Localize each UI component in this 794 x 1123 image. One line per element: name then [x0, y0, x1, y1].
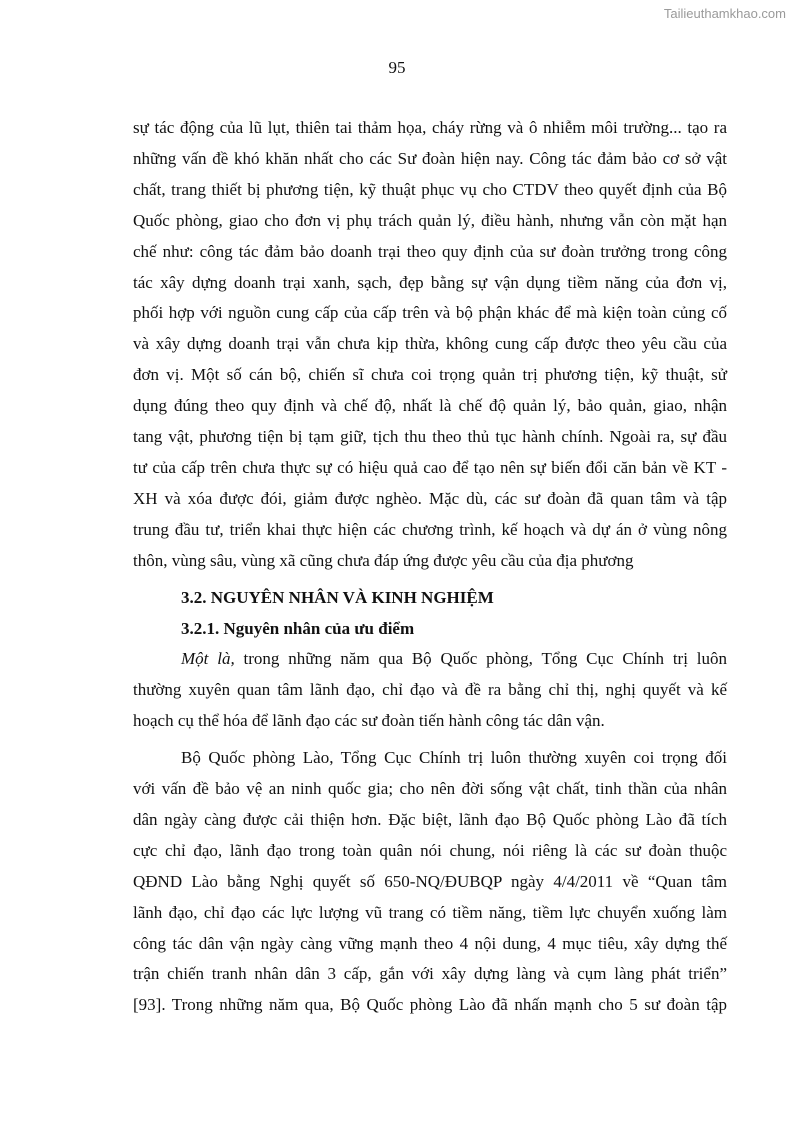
text-line: XH và xóa được đói, giảm được nghèo. Mặc dù, các sư đoàn đã quan tâm và tập: [133, 488, 727, 508]
text-line: với vấn đề bảo vệ an ninh quốc gia; cho nên đời sống vật chất, tinh thần của nhân: [133, 779, 727, 799]
text-line: tang vật, phương tiện bị tạm giữ, tịch thu theo thủ tục hành chính. Ngoài ra, sự đầu: [133, 427, 727, 447]
text-line: QĐND Lào bằng Nghị quyết số 650-NQ/ĐUBQP ngày 4/4/2011 về “Quan tâm: [133, 871, 727, 891]
paragraph-3: [133, 743, 727, 1021]
text-line: cực chỉ đạo, lãnh đạo trong toàn quân nói chung, nói riêng là các sư đoàn thuộc: [133, 840, 727, 860]
text-line: tác xây dựng doanh trại xanh, sạch, đẹp bằng sự vận dụng tiềm năng của đơn vị,: [133, 272, 727, 292]
page-number: 95: [388, 58, 406, 77]
text-line: thường xuyên quan tâm lãnh đạo, chỉ đạo và đề ra bằng chỉ thị, nghị quyết và kế: [133, 680, 727, 700]
text-line: trận chiến tranh nhân dân 3 cấp, gắn với xây dựng làng và cụm làng phát triển”: [133, 964, 727, 984]
text-line: đơn vị. Một số cán bộ, chiến sĩ chưa coi trọng quản trị phương tiện, kỹ thuật, sử: [133, 365, 727, 385]
paragraph-1: [133, 113, 727, 577]
text-line: tư của cấp trên chưa thực sự có hiệu quả cao để tạo nên sự biến đổi căn bản về KT -: [133, 457, 727, 477]
subsection-heading: 3.2.1. Nguyên nhân của ưu điểm: [181, 618, 415, 638]
text-line: trung đầu tư, triển khai thực hiện các chương trình, kế hoạch và dự án ở vùng nông: [133, 519, 727, 539]
text-line: thôn, vùng sâu, vùng xã cũng chưa đáp ứng được yêu cầu của địa phương: [133, 550, 634, 570]
watermark: Tailieuthamkhao.com: [663, 6, 786, 21]
italic-lead: Một là,: [181, 649, 235, 669]
text-line: dân ngày càng được cải thiện hơn. Đặc biệt, lãnh đạo Bộ Quốc phòng Lào đã tích: [133, 809, 727, 829]
text-line: Quốc phòng, giao cho đơn vị phụ trách quản lý, điều hành, nhưng vẫn còn mặt hạn: [133, 210, 727, 230]
text-line: dụng đúng theo quy định và chế độ, nhất là chế độ quản lý, bảo quản, giao, nhận: [133, 396, 727, 416]
text-line: chất, trang thiết bị phương tiện, kỹ thuật phục vụ cho CTDV theo quyết định của Bộ: [133, 179, 727, 199]
document-body: [133, 113, 727, 1021]
text-line: những vấn đề khó khăn nhất cho các Sư đoàn hiện nay. Công tác đảm bảo cơ sở vật: [133, 148, 727, 168]
text-line: hoạch cụ thể hóa để lãnh đạo các sư đoàn tiến hành công tác dân vận.: [133, 711, 605, 731]
text-line: công tác dân vận ngày càng vững mạnh theo 4 nội dung, 4 mục tiêu, xây dựng thế: [133, 933, 727, 953]
text-line: và xây dựng doanh trại vẫn chưa kịp thừa, không cung cấp được theo yêu cầu của: [133, 334, 727, 354]
text-line: lãnh đạo, chỉ đạo các lực lượng vũ trang có tiềm năng, tiềm lực chuyển xuống làm: [133, 902, 727, 922]
text-run: trong những năm qua Bộ Quốc phòng, Tổng Cục Chính trị luôn: [234, 649, 727, 669]
text-line: phối hợp với nguồn cung cấp của cấp trên và bộ phận khác để mà kiện toàn củng cố: [133, 303, 727, 323]
text-line: Bộ Quốc phòng Lào, Tổng Cục Chính trị luôn thường xuyên coi trọng đối: [181, 748, 727, 768]
text-line: sự tác động của lũ lụt, thiên tai thảm họa, cháy rừng và ô nhiễm môi trường... tạo ra: [133, 118, 727, 137]
paragraph-2: [133, 644, 727, 737]
text-line: [133, 644, 727, 675]
text-line: [93]. Trong những năm qua, Bộ Quốc phòng Lào đã nhấn mạnh cho 5 sư đoàn tập: [133, 995, 727, 1015]
text-line: chế như: công tác đảm bảo doanh trại theo quy định của sư đoàn trưởng trong công: [133, 241, 727, 261]
section-heading: 3.2. NGUYÊN NHÂN VÀ KINH NGHIỆM: [181, 587, 494, 607]
